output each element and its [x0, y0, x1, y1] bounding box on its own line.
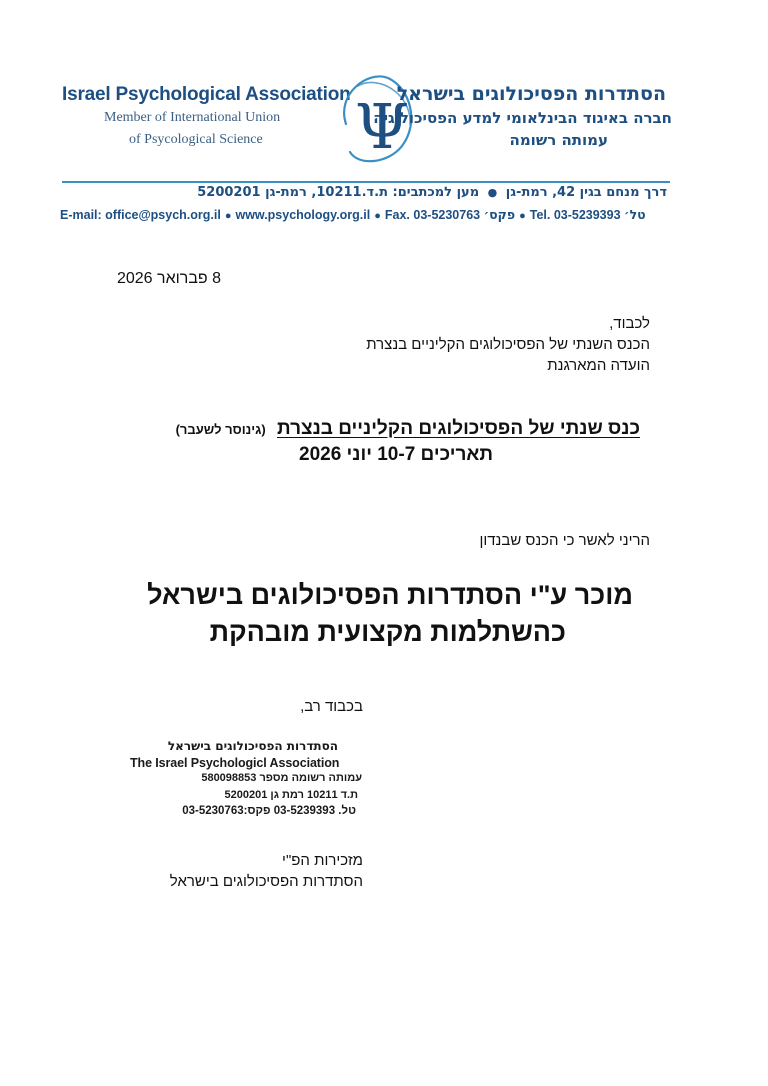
address-he-street: דרך מנחם בגין 42, רמת-גן — [505, 185, 667, 200]
website-link[interactable]: www.psychology.org.il — [235, 208, 371, 222]
conference-title-text: כנס שנתי של הפסיכולוגים הקליניים בנצרת — [277, 418, 640, 439]
org-name-he: הסתדרות הפסיכולוגים בישראל — [396, 83, 666, 105]
fax-number: Fax. 03-5230763 — [384, 208, 481, 222]
registered-he: עמותה רשומה — [509, 131, 608, 149]
member-line-2: of Psycological Science — [129, 132, 263, 147]
stamp-line-4: ת.ד 10211 רמת גן 5200201 — [224, 789, 358, 801]
member-line-1: Member of International Union — [104, 110, 281, 125]
letterhead-divider — [62, 181, 670, 183]
recipient-block — [366, 313, 650, 376]
stamp-line-1: הסתדרות הפסיכולוגים בישראל — [167, 739, 338, 753]
member-he: חברה באיגוד הבינלאומי למדע הפסיכולוגיה — [373, 109, 672, 127]
logo-psi-symbol: Ψ — [354, 90, 410, 163]
recipient-line-2: הכנס השנתי של הפסיכולוגים הקליניים בנצרת — [366, 336, 650, 353]
conference-location-note: (גינוסר לשעבר) — [175, 422, 266, 437]
stamp-line-5: טל. 03-5239393 פקס:03-5230763 — [182, 805, 356, 817]
bullet-icon: ● — [374, 210, 381, 222]
stamp-line-2: The Israel Psychologicl Association — [130, 756, 340, 770]
confirmation-line: הריני לאשר כי הכנס שבנדון — [479, 532, 650, 549]
tel-label-he: טל׳ — [624, 207, 646, 222]
recognition-line-2: כהשתלמות מקצועית מובהקת — [209, 617, 566, 647]
recipient-line-1: לכבוד, — [609, 315, 650, 332]
association-stamp — [130, 739, 370, 825]
conference-title — [176, 418, 640, 440]
recognition-line-1: מוכר ע"י הסתדרות הפסיכולוגים בישראל — [147, 580, 633, 610]
tel-number: Tel. 03-5239393 — [529, 208, 621, 222]
address-he — [197, 185, 667, 200]
signature-line-2: הסתדרות הפסיכולוגים בישראל — [169, 873, 363, 890]
bullet-icon: ● — [224, 210, 232, 222]
stamp-line-3: עמותה רשומה מספר 580098853 — [201, 772, 362, 784]
conference-dates: תאריכים 10-7 יוני 2026 — [299, 444, 493, 465]
contact-line — [60, 207, 672, 222]
bullet-icon: ● — [487, 186, 498, 199]
address-he-mail: מען למכתבים: ת.ד.10211, רמת-גן 5200201 — [197, 185, 480, 200]
fax-label-he: פקס׳ — [483, 207, 516, 222]
org-name-en: Israel Psychological Association — [62, 84, 351, 105]
closing-line: בכבוד רב, — [300, 698, 363, 715]
email-link[interactable]: E-mail: office@psych.org.il — [60, 208, 221, 222]
recipient-line-3: הועדה המארגנת — [547, 357, 650, 374]
letter-date: 8 פברואר 2026 — [116, 270, 221, 287]
bullet-icon: ● — [519, 210, 526, 222]
signature-line-1: מזכירות הפ"י — [282, 852, 363, 869]
